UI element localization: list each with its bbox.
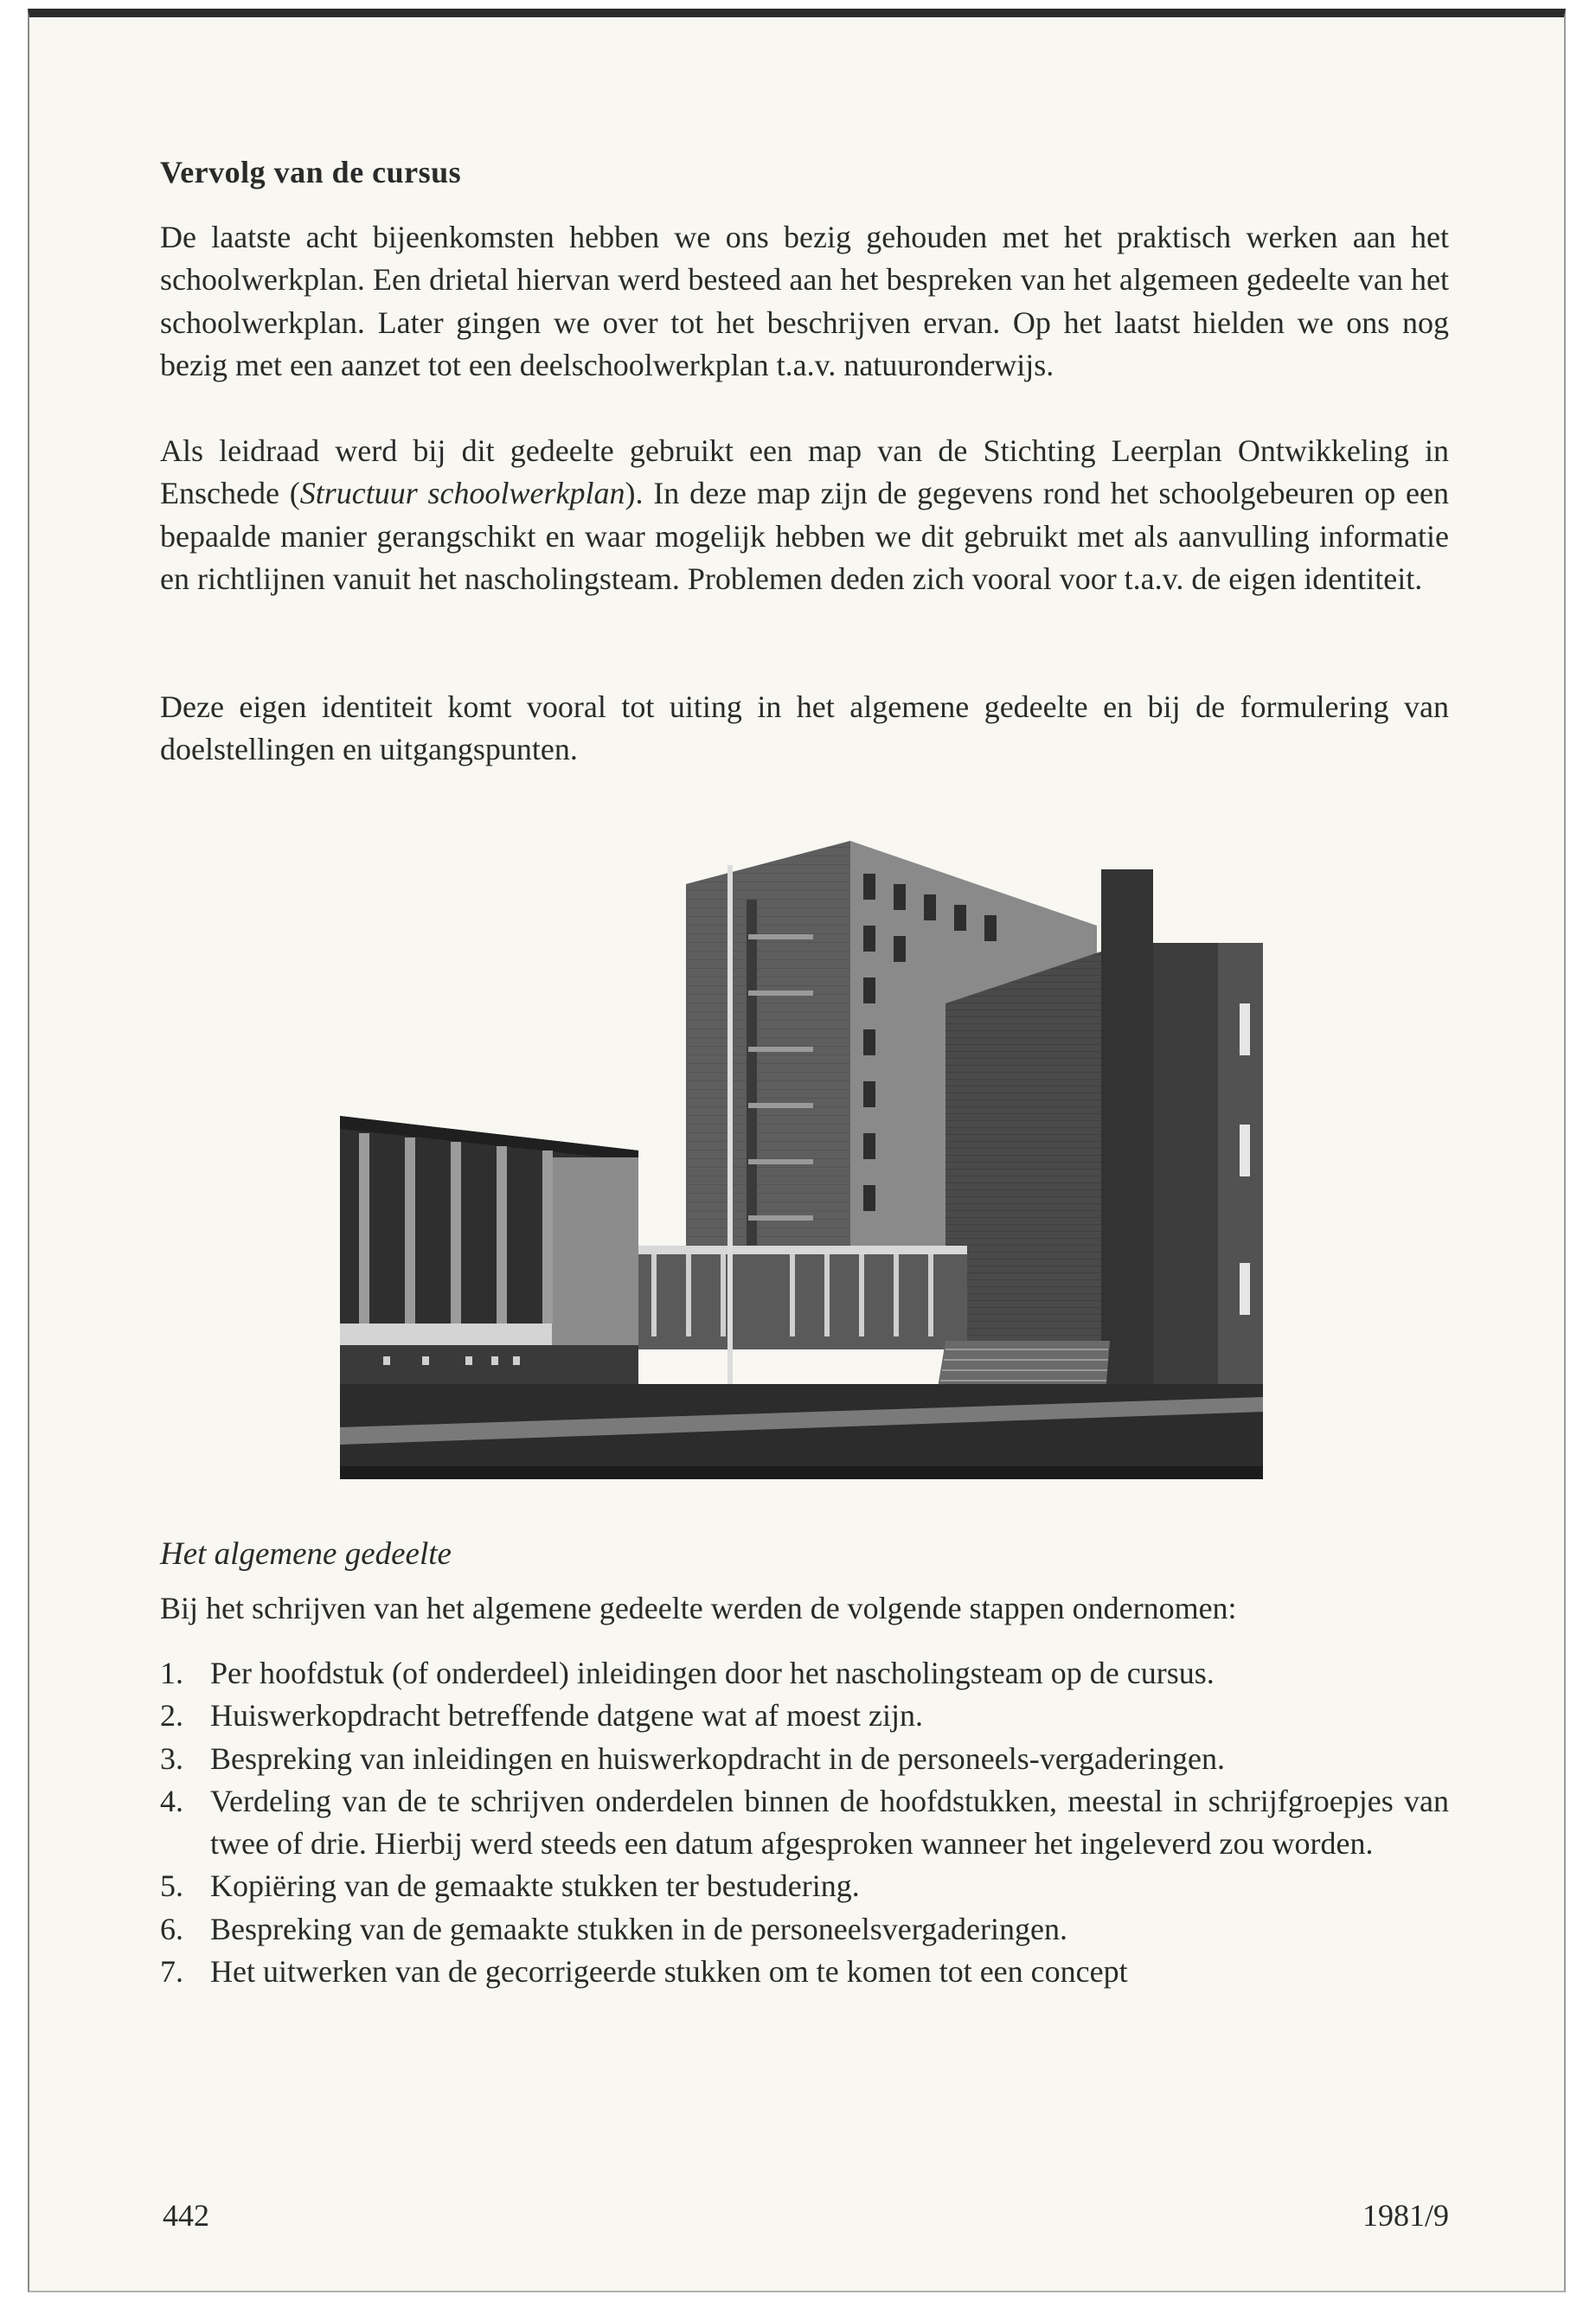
section-heading: Vervolg van de cursus	[160, 155, 462, 189]
list-item-text: Bespreking van de gemaakte stukken in de personeelsvergaderingen.	[210, 1911, 1068, 1946]
list-item-number: 6.	[160, 1911, 183, 1946]
steps-list	[160, 1652, 1449, 1993]
list-item-number: 4.	[160, 1783, 183, 1818]
list-item	[160, 1695, 1449, 1737]
school-building-photo	[340, 830, 1263, 1479]
list-item-text: Het uitwerken van de gecorrigeerde stukken om te komen tot een concept	[210, 1954, 1128, 1990]
paragraph-2	[160, 430, 1449, 600]
paragraph-2-text-b: ). In deze map zijn de gegevens rond het schoolgebeuren op een bepaalde manier gerangschikt en waar mogelijk hebben we dit gebruikt met als aanvulling informatie en richtlijnen vanuit het nascholingsteam. Problemen deden zich vooral voor t.a.v. de eigen identiteit.	[160, 476, 1449, 596]
list-item-text: Kopiëring van de gemaakte stukken ter bestudering.	[210, 1868, 860, 1904]
list-item-number: 7.	[160, 1954, 183, 1990]
list-item-text: Huiswerkopdracht betreffende datgene wat af moest zijn.	[210, 1698, 924, 1734]
paragraph-3: Deze eigen identiteit komt vooral tot uiting in het algemene gedeelte en bij de formulering van doelstellingen en uitgangspunten.	[160, 689, 1449, 767]
list-item-number: 2.	[160, 1698, 183, 1734]
list-item	[160, 1908, 1449, 1951]
list-item	[160, 1780, 1449, 1866]
list-item-number: 5.	[160, 1868, 183, 1904]
paragraph-1: De laatste acht bijeenkomsten hebben we ons bezig gehouden met het praktisch werken aan het schoolwerkplan. Een drietal hiervan werd besteed aan het bespreken van het algemeen gedeelte van het schoolwerkplan. Later gingen we over tot het beschrijven ervan. Op het laatst hielden we ons nog bezig met een aanzet tot een deelschoolwerkplan t.a.v. natuuronderwijs.	[160, 220, 1449, 382]
subsection-heading: Het algemene gedeelte	[160, 1536, 452, 1572]
list-item-text: Bespreking van inleidingen en huiswerkopdracht in de personeels-vergaderingen.	[210, 1740, 1225, 1776]
paragraph-2-title: Structuur schoolwerkplan	[299, 476, 625, 511]
list-item	[160, 1652, 1449, 1695]
page-number: 442	[163, 2198, 209, 2233]
list-item-number: 1.	[160, 1656, 183, 1690]
list-item	[160, 1951, 1449, 1993]
list-item-number: 3.	[160, 1740, 183, 1776]
list-item-text: Verdeling van de te schrijven onderdelen binnen de hoofdstukken, meestal in schrijfgroepjes van twee of drie. Hierbij werd steeds een datum afgesproken wanneer het ingeleverd zou worden.	[210, 1783, 1449, 1862]
list-item	[160, 1738, 1449, 1780]
steps-intro: Bij het schrijven van het algemene gedeelte werden de volgende stappen ondernomen:	[160, 1591, 1237, 1625]
paragraph-2-text-a: Als leidraad werd bij dit gedeelte gebruikt een map van de Stichting Leerplan Ontwikkeling in Enschede (	[160, 433, 1449, 511]
issue-label: 1981/9	[1362, 2198, 1450, 2233]
list-item	[160, 1865, 1449, 1907]
list-item-text: Per hoofdstuk (of onderdeel) inleidingen door het nascholingsteam op de cursus.	[210, 1656, 1215, 1690]
